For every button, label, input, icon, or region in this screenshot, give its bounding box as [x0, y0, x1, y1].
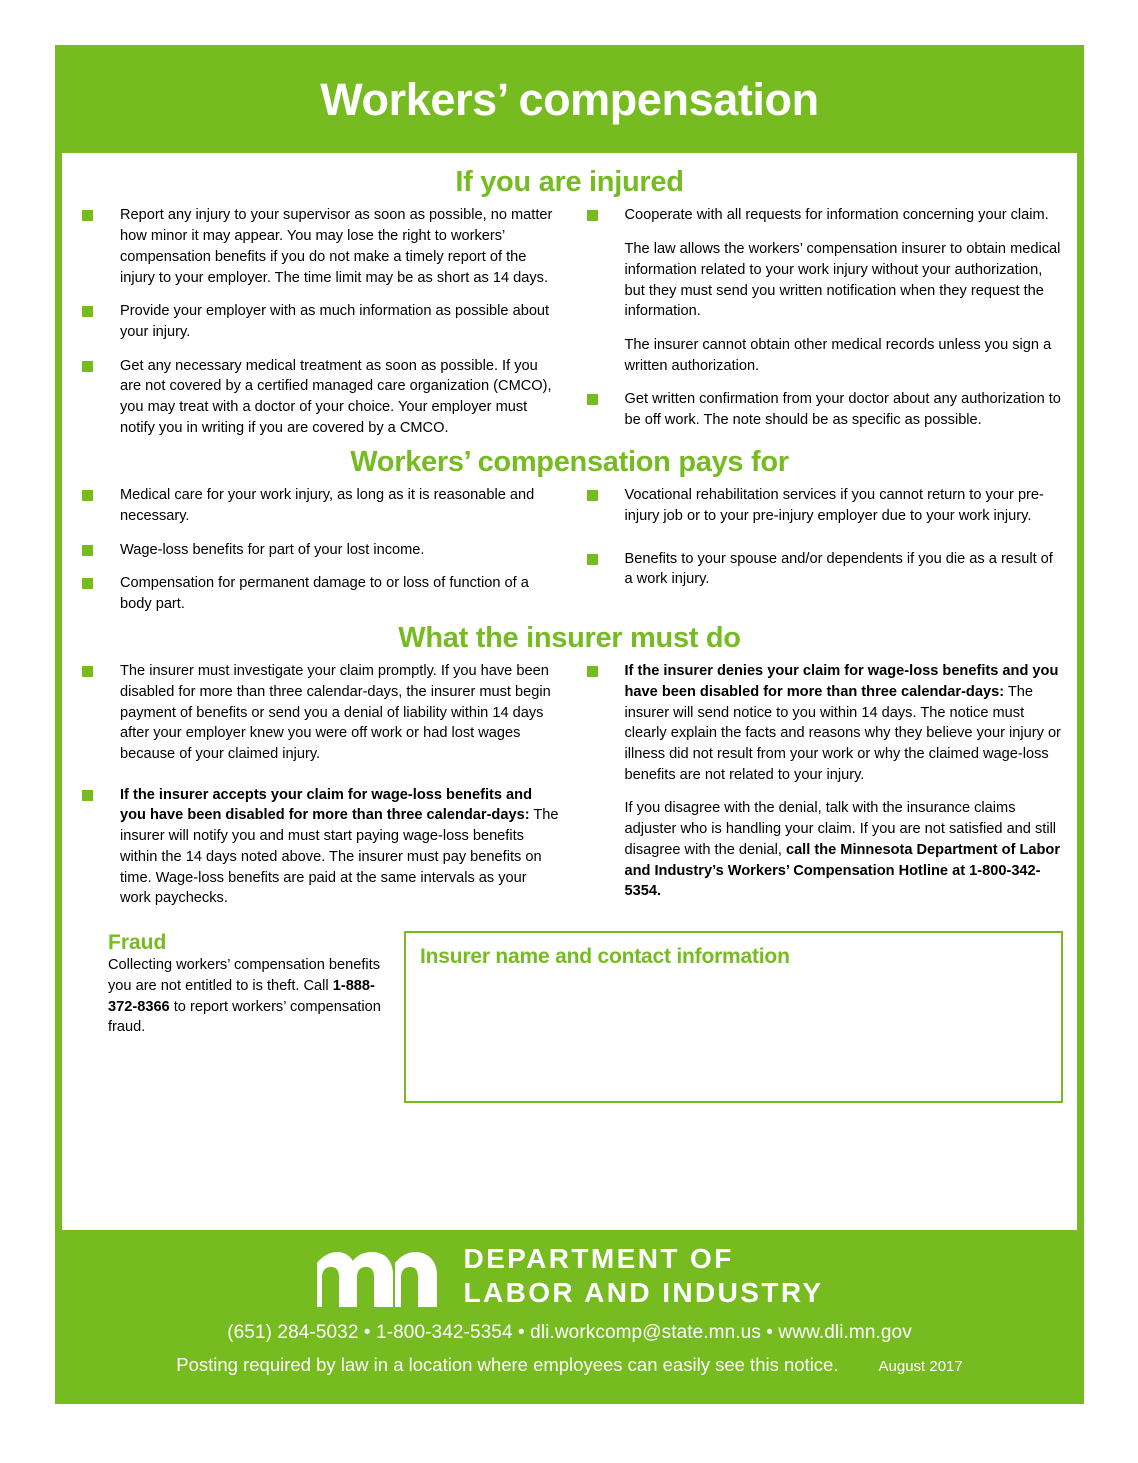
section-heading-injured: If you are injured — [455, 166, 684, 198]
department-line-1: DEPARTMENT OF — [463, 1243, 734, 1274]
bullet-text: Medical care for your work injury, as long as it is reasonable and necessary. — [120, 487, 535, 524]
fraud-body — [108, 955, 386, 1038]
column-right-pays-for — [581, 485, 1064, 615]
bullet-text: The insurer will send notice to you within 14 days. The notice must clearly explain the facts and reasons why they believe your injury or illness did not result from your work or why the claimed wage-loss benefits are not related to your injury. — [624, 683, 1061, 783]
bullet-square-icon — [82, 490, 93, 501]
bullet-square-icon — [82, 666, 93, 677]
bullet-square-icon — [82, 578, 93, 589]
column-right-injured — [581, 205, 1064, 438]
bullet-square-icon — [82, 790, 93, 801]
footer-posting-notice: Posting required by law in a location where employees can easily see this notice. — [176, 1354, 839, 1376]
list-item — [76, 301, 559, 342]
bottom-row — [76, 909, 1063, 1103]
list-item — [76, 661, 559, 765]
bullet-list-pays-right — [581, 485, 1064, 590]
bullet-text: Report any injury to your supervisor as soon as possible, no matter how minor it may appear. You may lose the right to workers’ compensation benefits if you do not make a timely report of the injury to your employer. The time limit may be as short as 14 days. — [120, 207, 553, 286]
department-line-2: LABOR AND INDUSTRY — [463, 1277, 824, 1309]
bullet-text: Get any necessary medical treatment as soon as possible. If you are not covered by a certified managed care organization (CMCO), you may treat with a doctor of your choice. Your employer must notify you in writing if you are covered by a CMCO. — [120, 357, 552, 436]
list-item — [76, 485, 559, 526]
bullet-sub-paragraph: The law allows the workers’ compensation insurer to obtain medical information related to your work injury without your authorization, but they must send you written notification when they request the information. — [624, 241, 1061, 320]
list-item — [581, 389, 1064, 430]
denial-paragraph-bold: call the Minnesota Department of Labor and Industry’s Workers’ Compensation Hotline at 1-800-342-5354. — [624, 841, 1061, 900]
bullet-square-icon — [82, 210, 93, 221]
bullet-list-injured-left — [76, 205, 559, 438]
bullet-list-injured-right — [581, 205, 1064, 430]
footer-contact-line: (651) 284-5032 • 1-800-342-5354 • dli.workcomp@state.mn.us • www.dli.mn.gov — [227, 1322, 912, 1344]
bullet-square-icon — [587, 554, 598, 565]
bullet-sub-paragraph: The insurer cannot obtain other medical records unless you sign a written authorization. — [624, 337, 1052, 374]
bullet-text: The insurer will notify you and must start paying wage-loss benefits within the 14 days noted above. The insurer must pay benefits on time. Wage-loss benefits are paid at the same intervals as your work paychecks. — [120, 807, 559, 907]
list-item — [76, 540, 559, 561]
bullet-bold-lead: If the insurer denies your claim for wage-loss benefits and you have been disabled for more than three calendar-days: — [624, 663, 1059, 700]
bullet-text: Compensation for permanent damage to or loss of function of a body part. — [120, 575, 529, 612]
bullet-text: Provide your employer with as much information as possible about your injury. — [120, 303, 550, 341]
fraud-title: Fraud — [108, 931, 167, 954]
denial-paragraph — [625, 798, 1064, 902]
poster-content — [62, 153, 1077, 1230]
list-item — [76, 573, 559, 614]
column-left-insurer — [76, 661, 559, 909]
minnesota-mn-logo-icon — [315, 1243, 441, 1309]
bullet-text: Vocational rehabilitation services if you cannot return to your pre-injury job or to your pre-injury employer due to your work injury. — [624, 487, 1044, 524]
bullet-square-icon — [587, 210, 598, 221]
list-item — [581, 549, 1064, 590]
bullet-square-icon — [587, 394, 598, 405]
bullet-text: The insurer must investigate your claim promptly. If you have been disabled for more than three calendar-days, the insurer must begin payment of benefits or send you a denial of liability within 14 days after your employer knew you were off work or had lost wages because of your claimed injury. — [120, 663, 551, 762]
list-item — [581, 661, 1064, 902]
bullet-text: Benefits to your spouse and/or dependents if you die as a result of a work injury. — [624, 550, 1053, 588]
bullet-square-icon — [587, 666, 598, 677]
bullet-bold-lead: If the insurer accepts your claim for wage-loss benefits and you have been disabled for more than three calendar-days: — [120, 786, 532, 824]
poster-banner — [55, 45, 1084, 153]
department-name — [463, 1242, 823, 1310]
bullet-text: Get written confirmation from your doctor about any authorization to be off work. The note should be as specific as possible. — [624, 391, 1061, 429]
insurer-info-box-title: Insurer name and contact information — [420, 945, 790, 968]
bullet-list-pays-left — [76, 485, 559, 615]
poster-title: Workers’ compensation — [320, 73, 819, 125]
column-left-pays-for — [76, 485, 559, 615]
bullet-square-icon — [82, 361, 93, 372]
bullet-text: Wage-loss benefits for part of your lost income. — [120, 541, 425, 558]
bullet-square-icon — [82, 306, 93, 317]
fraud-phone: 1-888-372-8366 — [108, 977, 375, 1015]
section-columns-insurer — [76, 653, 1063, 909]
section-heading-pays-for: Workers’ compensation pays for — [350, 445, 789, 478]
section-heading-insurer-must-do: What the insurer must do — [398, 621, 741, 654]
fraud-text-after: to report workers’ compensation fraud. — [108, 998, 381, 1036]
denial-paragraph-plain: If you disagree with the denial, talk with the insurance claims adjuster who is handling your claim. If you are not satisfied and still disagree with the denial, — [624, 800, 1057, 858]
section-columns-pays-for — [76, 477, 1063, 615]
bullet-list-insurer-right — [581, 661, 1064, 902]
footer-logo-row — [55, 1230, 1084, 1310]
column-left-injured — [76, 205, 559, 438]
list-item — [581, 485, 1064, 526]
footer-posting-row — [55, 1354, 1084, 1376]
list-item — [76, 356, 559, 439]
footer-date: August 2017 — [878, 1358, 963, 1376]
column-right-insurer — [581, 661, 1064, 909]
fraud-text-before: Collecting workers’ compensation benefits you are not entitled to is theft. Call — [108, 957, 381, 994]
list-item — [76, 205, 559, 288]
insurer-info-box[interactable] — [404, 931, 1063, 1103]
bullet-text: Cooperate with all requests for information concerning your claim. — [624, 207, 1049, 224]
bullet-list-insurer-left — [76, 661, 559, 909]
list-item — [76, 785, 559, 909]
bullet-square-icon — [82, 545, 93, 556]
bullet-square-icon — [587, 490, 598, 501]
section-columns-injured — [76, 197, 1063, 438]
list-item — [581, 205, 1064, 376]
poster-footer — [55, 1230, 1084, 1404]
fraud-block — [76, 931, 386, 1103]
